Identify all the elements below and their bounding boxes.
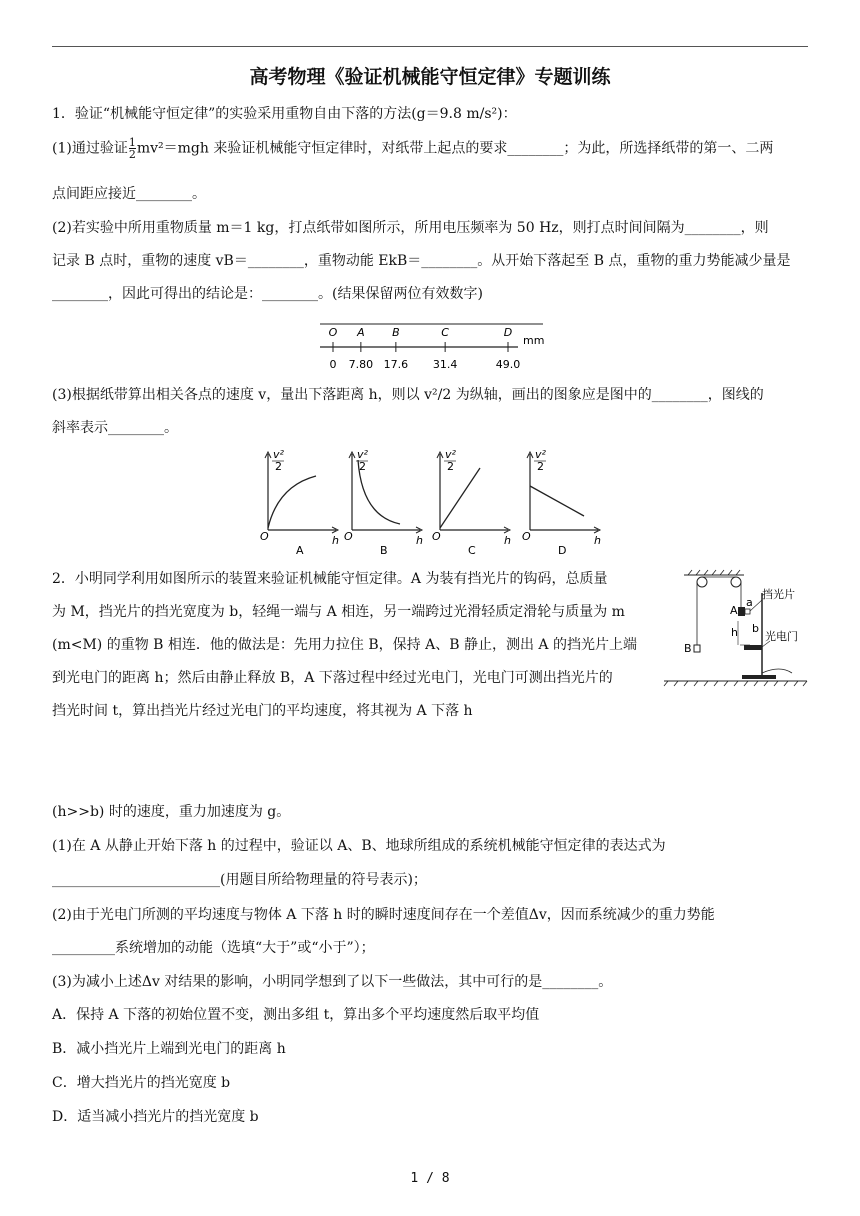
q1-part3-line2: 斜率表示________。 xyxy=(52,420,178,436)
graph-option-a xyxy=(256,446,350,558)
fraction-half xyxy=(129,137,136,160)
q2-line2: 为 M，挡光片的挡光宽度为 b，轻绳一端与 A 相连，另一端跨过光滑轻质定滑轮与质量为 m xyxy=(52,604,625,620)
page-number: 1 / 8 xyxy=(410,1171,450,1186)
q1-part2-line1: (2)若实验中所用重物质量 m＝1 kg，打点纸带如图所示，所用电压频率为 50 Hz，则打点时间间隔为________，则 xyxy=(52,220,769,236)
tape-value-label: 49.0 xyxy=(495,358,521,371)
q2-sub2-line2: _________系统增加的动能（选填“大于”或“小于”）； xyxy=(52,940,375,956)
q1-part3-line1: (3)根据纸带算出相关各点的速度 v，量出下落距离 h，则以 v²/2 为纵轴，画出的图象应是图中的________，图线的 xyxy=(52,387,764,403)
label-a-weight: A xyxy=(730,604,738,617)
label-b-weight: B xyxy=(684,642,692,655)
label-a-small: a xyxy=(746,596,753,609)
q2-sub1-line2: ________________________(用题目所给物理量的符号表示)； xyxy=(52,872,427,888)
q1-part1-post: mv²＝mgh 来验证机械能守恒定律时，对纸带上起点的要求________；为此，所选择纸带的第一、二两 xyxy=(136,140,774,157)
x-label: h xyxy=(594,534,601,547)
y-label-den: 2 xyxy=(275,460,282,473)
q1-part1-line2: 点间距应接近________。 xyxy=(52,186,206,202)
graph-curve xyxy=(530,486,584,516)
header-rule xyxy=(52,46,808,47)
origin-label: O xyxy=(432,530,441,543)
tape-value-label: 7.80 xyxy=(348,358,374,371)
shade-plate xyxy=(745,609,750,614)
q2-line6: (h>>b) 时的速度，重力加速度为 g。 xyxy=(52,804,291,820)
y-label-num: v² xyxy=(445,448,456,461)
tape-point-label: D xyxy=(503,326,513,339)
x-label: h xyxy=(416,534,423,547)
tape-point-label: C xyxy=(441,326,449,339)
q2-line4: 到光电门的距离 h；然后由静止释放 B，A 下落过程中经过光电门，光电门可测出挡光片的 xyxy=(52,670,613,686)
frac-den: 2 xyxy=(128,148,136,161)
y-label-num: v² xyxy=(357,448,368,461)
frac-num: 1 xyxy=(128,136,136,149)
q2-line1: 2．小明同学利用如图所示的装置来验证机械能守恒定律。A 为装有挡光片的钩码，总质量 xyxy=(52,571,608,587)
q1-part2-line2: 记录 B 点时，重物的速度 vB＝________，重物动能 EkB＝________。从开始下落起至 B 点，重物的重力势能减少量是 xyxy=(52,253,791,269)
option-label: A xyxy=(296,544,304,557)
option-label: B xyxy=(380,544,388,557)
weight-b xyxy=(694,645,700,652)
tape-value-label: 0 xyxy=(329,358,337,371)
y-label-den: 2 xyxy=(359,460,366,473)
q2-sub2-line1: (2)由于光电门所测的平均速度与物体 A 下落 h 时的瞬时速度间存在一个差值Δv，因而系统减少的重力势能 xyxy=(52,907,715,923)
option-label: D xyxy=(558,544,567,557)
x-label: h xyxy=(504,534,511,547)
q2-option-a: A．保持 A 下落的初始位置不变，测出多组 t，算出多个平均速度然后取平均值 xyxy=(52,1007,540,1023)
label-h: h xyxy=(731,626,738,639)
graph-option-b xyxy=(340,446,434,558)
label-shade: 挡光片 xyxy=(762,588,795,601)
tape-point-label: A xyxy=(357,326,365,339)
graph-curve xyxy=(268,476,316,528)
q2-sub1-line1: (1)在 A 从静止开始下落 h 的过程中，验证以 A、B、地球所组成的系统机械能守恒定律的表达式为 xyxy=(52,838,666,854)
q1-part1-pre: (1)通过验证 xyxy=(52,140,128,157)
weight-a xyxy=(738,607,745,616)
q2-line5: 挡光时间 t，算出挡光片经过光电门的平均速度，将其视为 A 下落 h xyxy=(52,703,473,719)
y-label-den: 2 xyxy=(537,460,544,473)
apparatus-figure xyxy=(662,565,812,690)
label-gate: 光电门 xyxy=(765,630,798,643)
label-b-width: b xyxy=(752,622,759,635)
tape-point-label: B xyxy=(392,326,400,339)
y-label-den: 2 xyxy=(447,460,454,473)
origin-label: O xyxy=(260,530,269,543)
graph-options xyxy=(256,446,612,558)
option-label: C xyxy=(468,544,476,557)
tape-point-label: O xyxy=(328,326,338,339)
y-label-num: v² xyxy=(535,448,546,461)
q2-sub3: (3)为减小上述Δv 对结果的影响，小明同学想到了以下一些做法，其中可行的是________。 xyxy=(52,974,613,990)
pulley-right xyxy=(731,577,741,587)
q2-option-d: D．适当减小挡光片的挡光宽度 b xyxy=(52,1109,259,1125)
page-title: 高考物理《验证机械能守恒定律》专题训练 xyxy=(249,66,611,88)
q2-option-b: B．减小挡光片上端到光电门的距离 h xyxy=(52,1041,286,1057)
tape-value-label: 31.4 xyxy=(432,358,458,371)
q1-part2-line3: ________，因此可得出的结论是：________。(结果保留两位有效数字) xyxy=(52,286,483,302)
q1-part1-line1 xyxy=(52,137,808,160)
x-label: h xyxy=(332,534,339,547)
q1-intro: 1．验证“机械能守恒定律”的实验采用重物自由下落的方法(g＝9.8 m/s²)： xyxy=(52,106,517,122)
photo-gate xyxy=(744,645,762,650)
y-label-num: v² xyxy=(273,448,284,461)
tape-unit: mm xyxy=(523,334,545,347)
gate-wire xyxy=(762,669,792,673)
tape-value-label: 17.6 xyxy=(383,358,409,371)
tape-figure xyxy=(318,320,550,372)
q2-option-c: C．增大挡光片的挡光宽度 b xyxy=(52,1075,231,1091)
pulley-left xyxy=(697,577,707,587)
graph-option-c xyxy=(428,446,522,558)
q2-line3: (m<M) 的重物 B 相连．他的做法是：先用力拉住 B，保持 A、B 静止，测出 A 的挡光片上端 xyxy=(52,637,637,653)
origin-label: O xyxy=(344,530,353,543)
graph-option-d xyxy=(518,446,612,558)
stand-base xyxy=(742,675,776,679)
graph-curve xyxy=(440,468,480,528)
origin-label: O xyxy=(522,530,531,543)
